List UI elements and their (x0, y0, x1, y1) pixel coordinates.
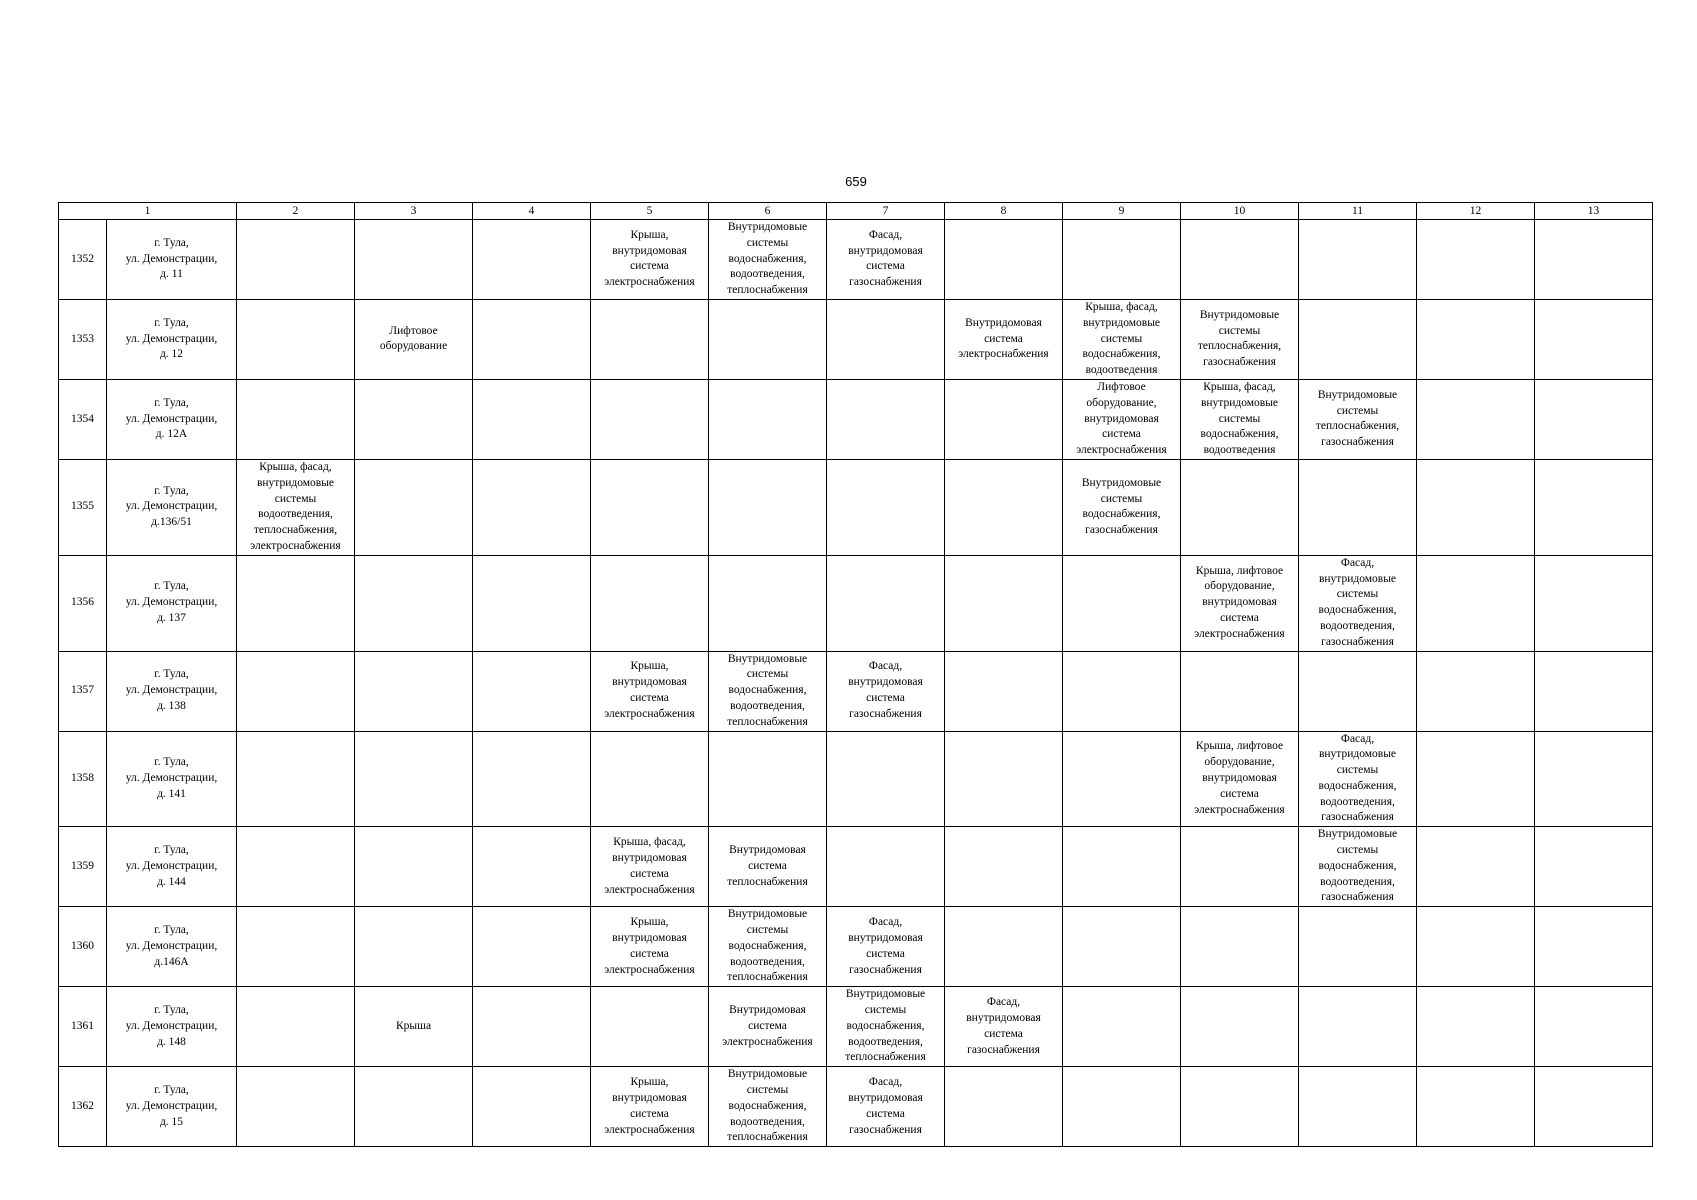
table-row (59, 299, 1653, 379)
row-number: 1352 (59, 220, 107, 300)
table-row (59, 827, 1653, 907)
work-cell-col-10 (1181, 827, 1299, 907)
work-cell-col-13 (1535, 555, 1653, 651)
column-header: 8 (945, 203, 1063, 220)
work-cell-col-6: Внутридомовые системы водоснабжения, водоотведения, теплоснабжения (709, 651, 827, 731)
work-cell-col-2 (237, 299, 355, 379)
work-cell-col-9 (1063, 827, 1181, 907)
table-row (59, 555, 1653, 651)
work-cell-col-2 (237, 379, 355, 459)
work-cell-col-9 (1063, 731, 1181, 827)
work-cell-col-5: Крыша, внутридомовая система электроснабжения (591, 907, 709, 987)
row-number: 1361 (59, 987, 107, 1067)
work-cell-col-12 (1417, 987, 1535, 1067)
address-cell: г. Тула, ул. Демонстрации, д.146А (107, 907, 237, 987)
work-cell-col-4 (473, 379, 591, 459)
table-row (59, 459, 1653, 555)
work-cell-col-10 (1181, 459, 1299, 555)
work-cell-col-6: Внутридомовые системы водоснабжения, водоотведения, теплоснабжения (709, 220, 827, 300)
work-cell-col-4 (473, 459, 591, 555)
work-cell-col-4 (473, 555, 591, 651)
work-cell-col-6 (709, 299, 827, 379)
work-cell-col-8 (945, 379, 1063, 459)
work-cell-col-6: Внутридомовые системы водоснабжения, водоотведения, теплоснабжения (709, 1067, 827, 1147)
work-cell-col-9: Внутридомовые системы водоснабжения, газоснабжения (1063, 459, 1181, 555)
work-cell-col-7: Фасад, внутридомовая система газоснабжения (827, 907, 945, 987)
column-header: 2 (237, 203, 355, 220)
column-header: 9 (1063, 203, 1181, 220)
work-cell-col-6 (709, 379, 827, 459)
row-number: 1355 (59, 459, 107, 555)
work-cell-col-5: Крыша, внутридомовая система электроснабжения (591, 1067, 709, 1147)
row-number: 1353 (59, 299, 107, 379)
work-cell-col-11: Фасад, внутридомовые системы водоснабжения, водоотведения, газоснабжения (1299, 731, 1417, 827)
address-cell: г. Тула, ул. Демонстрации, д. 148 (107, 987, 237, 1067)
work-cell-col-12 (1417, 220, 1535, 300)
table-row (59, 379, 1653, 459)
work-cell-col-9 (1063, 651, 1181, 731)
work-cell-col-8 (945, 827, 1063, 907)
work-cell-col-9: Крыша, фасад, внутридомовые системы водоснабжения, водоотведения (1063, 299, 1181, 379)
work-cell-col-11: Фасад, внутридомовые системы водоснабжения, водоотведения, газоснабжения (1299, 555, 1417, 651)
work-cell-col-3 (355, 459, 473, 555)
work-cell-col-11 (1299, 1067, 1417, 1147)
work-cell-col-13 (1535, 1067, 1653, 1147)
address-cell: г. Тула, ул. Демонстрации, д. 15 (107, 1067, 237, 1147)
work-cell-col-7 (827, 299, 945, 379)
work-cell-col-11 (1299, 299, 1417, 379)
work-cell-col-3 (355, 827, 473, 907)
work-cell-col-4 (473, 220, 591, 300)
work-cell-col-7 (827, 827, 945, 907)
work-cell-col-7: Фасад, внутридомовая система газоснабжения (827, 1067, 945, 1147)
work-cell-col-4 (473, 299, 591, 379)
work-cell-col-9: Лифтовое оборудование, внутридомовая система электроснабжения (1063, 379, 1181, 459)
work-cell-col-12 (1417, 379, 1535, 459)
table-row (59, 987, 1653, 1067)
work-cell-col-10: Крыша, фасад, внутридомовые системы водоснабжения, водоотведения (1181, 379, 1299, 459)
work-cell-col-12 (1417, 555, 1535, 651)
work-cell-col-11: Внутридомовые системы теплоснабжения, газоснабжения (1299, 379, 1417, 459)
work-cell-col-6: Внутридомовая система электроснабжения (709, 987, 827, 1067)
work-cell-col-8 (945, 907, 1063, 987)
work-cell-col-8 (945, 651, 1063, 731)
work-cell-col-13 (1535, 379, 1653, 459)
work-cell-col-10 (1181, 220, 1299, 300)
work-cell-col-7: Внутридомовые системы водоснабжения, водоотведения, теплоснабжения (827, 987, 945, 1067)
work-cell-col-12 (1417, 907, 1535, 987)
work-cell-col-9 (1063, 907, 1181, 987)
work-cell-col-13 (1535, 731, 1653, 827)
row-number: 1360 (59, 907, 107, 987)
work-cell-col-10: Внутридомовые системы теплоснабжения, газоснабжения (1181, 299, 1299, 379)
work-cell-col-4 (473, 907, 591, 987)
work-cell-col-5 (591, 379, 709, 459)
work-cell-col-2 (237, 907, 355, 987)
work-cell-col-5 (591, 555, 709, 651)
address-cell: г. Тула, ул. Демонстрации, д. 141 (107, 731, 237, 827)
table-row (59, 651, 1653, 731)
work-cell-col-12 (1417, 299, 1535, 379)
row-number: 1362 (59, 1067, 107, 1147)
work-cell-col-13 (1535, 299, 1653, 379)
work-cell-col-8 (945, 731, 1063, 827)
address-cell: г. Тула, ул. Демонстрации, д. 11 (107, 220, 237, 300)
work-cell-col-3 (355, 651, 473, 731)
work-cell-col-7 (827, 731, 945, 827)
work-cell-col-2 (237, 1067, 355, 1147)
work-cell-col-5 (591, 299, 709, 379)
work-cell-col-8 (945, 459, 1063, 555)
work-cell-col-6 (709, 731, 827, 827)
table-row (59, 907, 1653, 987)
work-cell-col-3 (355, 731, 473, 827)
row-number: 1359 (59, 827, 107, 907)
work-cell-col-10 (1181, 651, 1299, 731)
row-number: 1356 (59, 555, 107, 651)
work-cell-col-3: Лифтовое оборудование (355, 299, 473, 379)
column-header: 5 (591, 203, 709, 220)
work-cell-col-7: Фасад, внутридомовая система газоснабжения (827, 220, 945, 300)
work-cell-col-8: Фасад, внутридомовая система газоснабжения (945, 987, 1063, 1067)
work-cell-col-4 (473, 827, 591, 907)
work-cell-col-3 (355, 220, 473, 300)
column-header: 6 (709, 203, 827, 220)
table-body (59, 203, 1653, 1147)
work-cell-col-12 (1417, 651, 1535, 731)
work-cell-col-9 (1063, 1067, 1181, 1147)
work-cell-col-8 (945, 555, 1063, 651)
table-row (59, 220, 1653, 300)
work-cell-col-7: Фасад, внутридомовая система газоснабжения (827, 651, 945, 731)
work-cell-col-11 (1299, 907, 1417, 987)
address-cell: г. Тула, ул. Демонстрации, д. 138 (107, 651, 237, 731)
repair-schedule-table (58, 202, 1653, 1147)
header-row (59, 203, 1653, 220)
work-cell-col-2 (237, 555, 355, 651)
work-cell-col-7 (827, 459, 945, 555)
work-cell-col-4 (473, 987, 591, 1067)
work-cell-col-3 (355, 379, 473, 459)
column-header: 3 (355, 203, 473, 220)
work-cell-col-8: Внутридомовая система электроснабжения (945, 299, 1063, 379)
page-number: 659 (845, 174, 867, 189)
work-cell-col-11 (1299, 987, 1417, 1067)
work-cell-col-11 (1299, 651, 1417, 731)
work-cell-col-13 (1535, 220, 1653, 300)
work-cell-col-13 (1535, 907, 1653, 987)
work-cell-col-2: Крыша, фасад, внутридомовые системы водоотведения, теплоснабжения, электроснабжения (237, 459, 355, 555)
work-cell-col-10: Крыша, лифтовое оборудование, внутридомовая система электроснабжения (1181, 731, 1299, 827)
work-cell-col-3 (355, 907, 473, 987)
work-cell-col-2 (237, 651, 355, 731)
work-cell-col-13 (1535, 987, 1653, 1067)
work-cell-col-8 (945, 1067, 1063, 1147)
work-cell-col-5: Крыша, внутридомовая система электроснабжения (591, 651, 709, 731)
work-cell-col-11 (1299, 459, 1417, 555)
column-header: 11 (1299, 203, 1417, 220)
address-cell: г. Тула, ул. Демонстрации, д. 12А (107, 379, 237, 459)
work-cell-col-11: Внутридомовые системы водоснабжения, водоотведения, газоснабжения (1299, 827, 1417, 907)
work-cell-col-12 (1417, 731, 1535, 827)
table-row (59, 1067, 1653, 1147)
work-cell-col-2 (237, 987, 355, 1067)
work-cell-col-10 (1181, 907, 1299, 987)
row-number: 1357 (59, 651, 107, 731)
work-cell-col-12 (1417, 459, 1535, 555)
address-cell: г. Тула, ул. Демонстрации, д. 12 (107, 299, 237, 379)
column-header: 7 (827, 203, 945, 220)
work-cell-col-9 (1063, 987, 1181, 1067)
address-cell: г. Тула, ул. Демонстрации, д.136/51 (107, 459, 237, 555)
work-cell-col-2 (237, 220, 355, 300)
column-header: 4 (473, 203, 591, 220)
work-cell-col-11 (1299, 220, 1417, 300)
work-cell-col-8 (945, 220, 1063, 300)
work-cell-col-10 (1181, 1067, 1299, 1147)
work-cell-col-4 (473, 1067, 591, 1147)
work-cell-col-12 (1417, 1067, 1535, 1147)
work-cell-col-13 (1535, 827, 1653, 907)
work-cell-col-7 (827, 379, 945, 459)
work-cell-col-5: Крыша, внутридомовая система электроснабжения (591, 220, 709, 300)
work-cell-col-9 (1063, 555, 1181, 651)
work-cell-col-3: Крыша (355, 987, 473, 1067)
row-number: 1354 (59, 379, 107, 459)
table-row (59, 731, 1653, 827)
work-cell-col-7 (827, 555, 945, 651)
work-cell-col-3 (355, 1067, 473, 1147)
work-cell-col-5 (591, 459, 709, 555)
work-cell-col-6: Внутридомовая система теплоснабжения (709, 827, 827, 907)
column-header: 1 (59, 203, 237, 220)
work-cell-col-13 (1535, 459, 1653, 555)
work-cell-col-6 (709, 555, 827, 651)
work-cell-col-12 (1417, 827, 1535, 907)
work-cell-col-5: Крыша, фасад, внутридомовая система электроснабжения (591, 827, 709, 907)
work-cell-col-5 (591, 987, 709, 1067)
work-cell-col-2 (237, 827, 355, 907)
work-cell-col-3 (355, 555, 473, 651)
work-cell-col-13 (1535, 651, 1653, 731)
row-number: 1358 (59, 731, 107, 827)
work-cell-col-9 (1063, 220, 1181, 300)
work-cell-col-5 (591, 731, 709, 827)
address-cell: г. Тула, ул. Демонстрации, д. 144 (107, 827, 237, 907)
column-header: 13 (1535, 203, 1653, 220)
column-header: 12 (1417, 203, 1535, 220)
work-cell-col-6 (709, 459, 827, 555)
work-cell-col-4 (473, 651, 591, 731)
address-cell: г. Тула, ул. Демонстрации, д. 137 (107, 555, 237, 651)
column-header: 10 (1181, 203, 1299, 220)
work-cell-col-2 (237, 731, 355, 827)
work-cell-col-10: Крыша, лифтовое оборудование, внутридомовая система электроснабжения (1181, 555, 1299, 651)
work-cell-col-10 (1181, 987, 1299, 1067)
work-cell-col-6: Внутридомовые системы водоснабжения, водоотведения, теплоснабжения (709, 907, 827, 987)
work-cell-col-4 (473, 731, 591, 827)
